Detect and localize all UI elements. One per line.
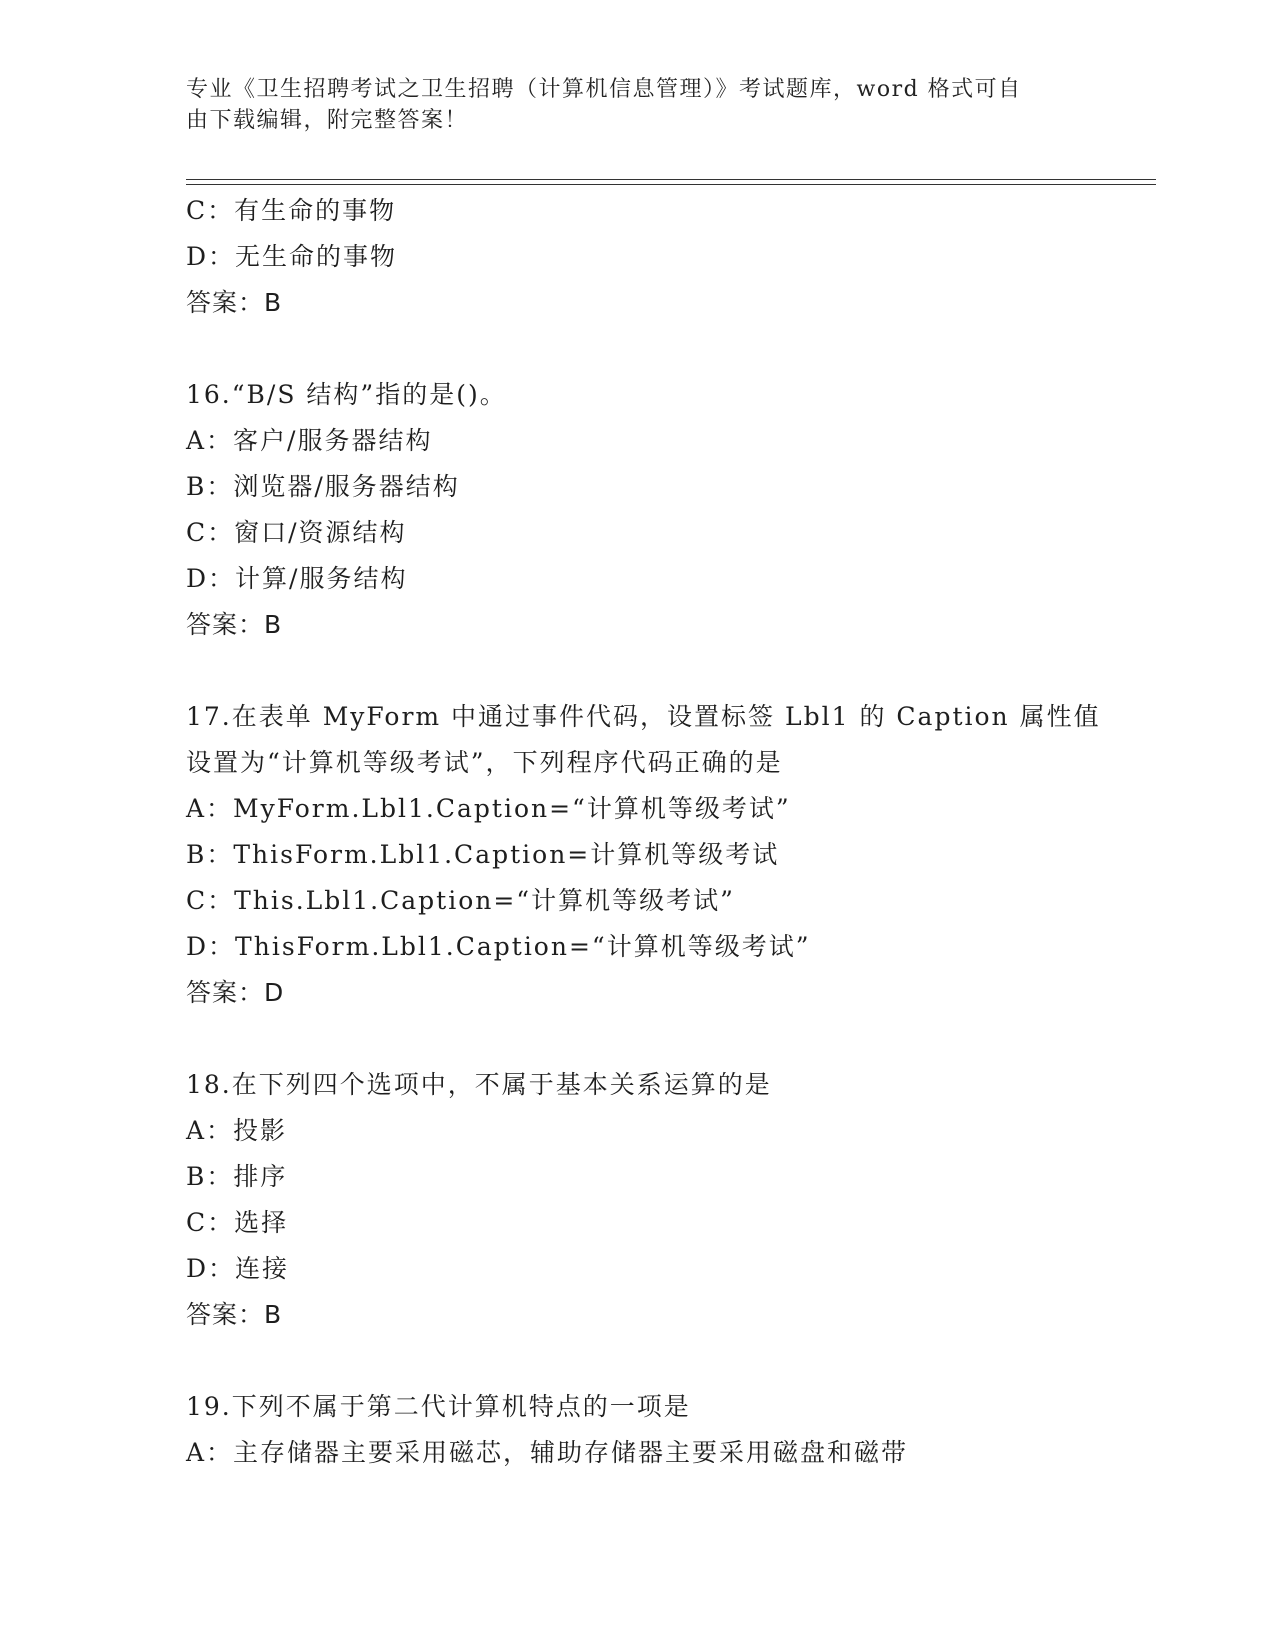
option-a: A：投影 [186, 1116, 288, 1145]
question-title: 19.下列不属于第二代计算机特点的一项是 [186, 1392, 691, 1421]
option-d: D：ThisForm.Lbl1.Caption=“计算机等级考试” [186, 932, 811, 961]
header-divider-bottom [186, 184, 1156, 185]
question-16 [186, 372, 1086, 648]
option-c: C：有生命的事物 [186, 196, 397, 225]
question-15-continued [186, 188, 1086, 326]
answer-text: 答案：D [186, 978, 285, 1007]
spacer [186, 1338, 1086, 1384]
option-c: C：This.Lbl1.Caption=“计算机等级考试” [186, 886, 735, 915]
answer-text: 答案：B [186, 288, 283, 317]
header-divider-top [186, 179, 1156, 180]
option-b: B：排序 [186, 1162, 288, 1191]
spacer [186, 326, 1086, 372]
document-header [186, 74, 1066, 136]
question-title: 16.“B/S 结构”指的是()。 [186, 380, 507, 409]
option-d: D：无生命的事物 [186, 242, 398, 271]
answer-text: 答案：B [186, 1300, 283, 1329]
question-list [186, 188, 1101, 1476]
header-line-2: 由下载编辑，附完整答案！ [186, 108, 469, 133]
answer-text: 答案：B [186, 610, 283, 639]
option-c: C：窗口/资源结构 [186, 518, 407, 547]
option-b: B：ThisForm.Lbl1.Caption=计算机等级考试 [186, 840, 780, 869]
question-19 [186, 1384, 1086, 1476]
spacer [186, 648, 1086, 694]
spacer [186, 1016, 1086, 1062]
option-a: A：客户/服务器结构 [186, 426, 433, 455]
header-line-1: 专业《卫生招聘考试之卫生招聘（计算机信息管理）》考试题库，word 格式可自 [186, 77, 1022, 102]
question-title-line-2: 设置为“计算机等级考试”，下列程序代码正确的是 [186, 748, 783, 777]
question-18 [186, 1062, 1086, 1338]
option-b: B：浏览器/服务器结构 [186, 472, 460, 501]
option-c: C：选择 [186, 1208, 289, 1237]
question-title: 18.在下列四个选项中，不属于基本关系运算的是 [186, 1070, 772, 1099]
option-d: D：连接 [186, 1254, 290, 1283]
option-a: A：MyForm.Lbl1.Caption=“计算机等级考试” [186, 794, 791, 823]
question-title-line-1: 17.在表单 MyForm 中通过事件代码，设置标签 Lbl1 的 Caption 属性值 [186, 702, 1101, 731]
question-17 [186, 694, 1101, 1016]
option-a: A：主存储器主要采用磁芯，辅助存储器主要采用磁盘和磁带 [186, 1438, 909, 1467]
option-d: D：计算/服务结构 [186, 564, 408, 593]
